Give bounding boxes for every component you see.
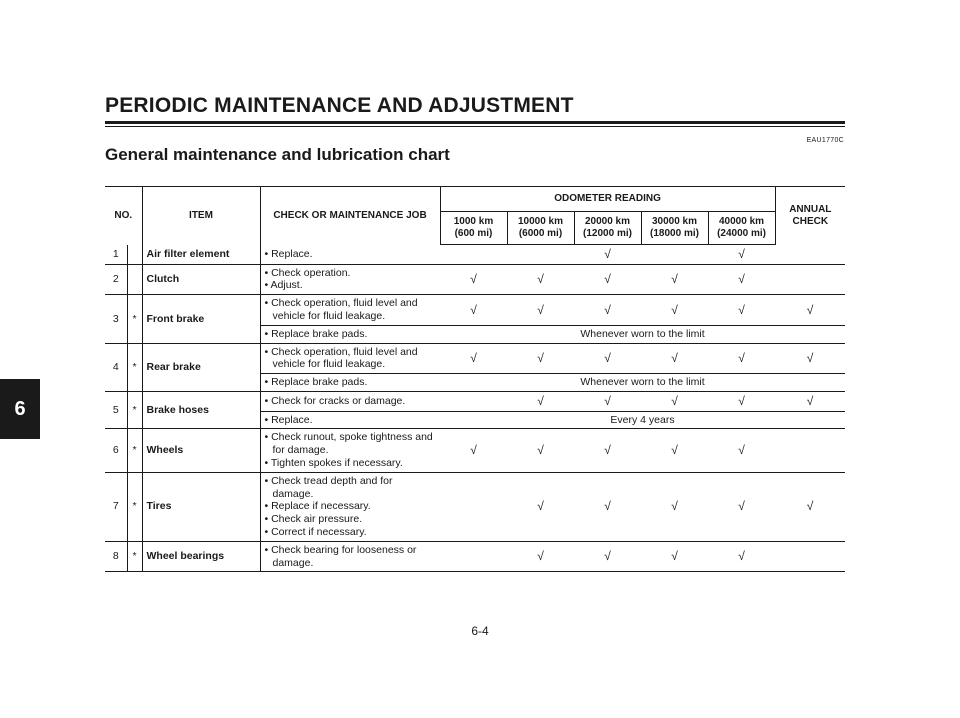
check-mark: √ [641,472,708,541]
check-cell [440,541,507,572]
document-code: EAU1770C [806,137,844,144]
row-number: 2 [105,264,127,295]
row-number: 3 [105,295,127,343]
check-cell [440,472,507,541]
check-mark: √ [507,541,574,572]
row-number: 8 [105,541,127,572]
header-interval [440,212,507,245]
row-job [260,472,440,541]
check-mark: √ [574,429,641,472]
header-item: ITEM [142,187,260,245]
check-mark: √ [574,472,641,541]
check-mark: √ [574,295,641,326]
check-mark: √ [775,392,845,412]
row-job [260,325,440,343]
row-job [260,411,440,429]
check-cell [775,245,845,265]
job-line: • Correct if necessary. [264,526,367,538]
row-item: Clutch [142,264,260,295]
row-item: Air filter element [142,245,260,265]
chapter-tab: 6 [0,379,40,439]
job-line: • Check tread depth and for damage. [264,474,393,500]
table-row [105,295,845,326]
check-mark: √ [440,295,507,326]
check-mark: √ [641,264,708,295]
row-number: 1 [105,245,127,265]
check-mark: √ [641,295,708,326]
page-number: 6-4 [471,624,489,638]
interval-note: Whenever worn to the limit [440,325,845,343]
job-line: • Check bearing for looseness or damage. [264,543,417,569]
check-mark: √ [574,264,641,295]
check-mark: √ [708,392,775,412]
section-title: General maintenance and lubrication chart [105,145,450,164]
table-row [105,264,845,295]
row-job [260,245,440,265]
check-mark: √ [775,343,845,374]
header-interval [507,212,574,245]
check-mark: √ [708,472,775,541]
header-annual-line2: CHECK [792,215,829,227]
row-item: Rear brake [142,343,260,391]
check-cell [775,264,845,295]
row-item: Wheel bearings [142,541,260,572]
check-mark: √ [574,541,641,572]
row-job [260,429,440,472]
check-mark: √ [507,295,574,326]
check-mark: √ [641,392,708,412]
row-star [127,245,142,265]
header-annual-check [775,187,845,245]
row-star: * [127,429,142,472]
table-row [105,392,845,412]
check-mark: √ [574,343,641,374]
check-mark: √ [507,392,574,412]
page-header-title: PERIODIC MAINTENANCE AND ADJUSTMENT [105,94,574,117]
table-row [105,429,845,472]
interval-km: 20000 km [584,216,631,227]
maintenance-chart [105,186,845,572]
interval-note: Every 4 years [440,411,845,429]
header-job: CHECK OR MAINTENANCE JOB [260,187,440,245]
row-job [260,541,440,572]
check-cell [775,541,845,572]
check-mark: √ [507,429,574,472]
interval-km: 10000 km [517,216,564,227]
check-mark: √ [708,429,775,472]
interval-mi: (600 mi) [454,228,493,239]
check-mark: √ [574,245,641,265]
header-rule [105,121,845,124]
job-line: • Check operation, fluid level and vehicle for fluid leakage. [264,345,418,371]
row-star: * [127,295,142,343]
check-mark: √ [641,429,708,472]
job-line: • Check for cracks or damage. [264,394,406,407]
interval-note: Whenever worn to the limit [440,374,845,392]
table-row [105,472,845,541]
row-star: * [127,472,142,541]
check-mark: √ [708,264,775,295]
row-item: Tires [142,472,260,541]
row-number: 4 [105,343,127,391]
job-line: • Replace brake pads. [264,327,368,340]
header-annual-line1: ANNUAL [789,203,832,215]
header-interval [574,212,641,245]
interval-km: 30000 km [651,216,698,227]
row-job [260,374,440,392]
check-cell [440,245,507,265]
header-rule-thin [105,126,845,127]
check-cell [775,429,845,472]
job-line: • Replace if necessary. [264,500,371,513]
check-mark: √ [708,295,775,326]
check-mark: √ [708,541,775,572]
check-cell [641,245,708,265]
job-line: • Check runout, spoke tightness and for damage. [264,431,433,457]
row-job [260,392,440,412]
interval-mi: (6000 mi) [518,228,563,239]
check-mark: √ [708,245,775,265]
interval-mi: (24000 mi) [717,228,766,239]
job-line: • Check air pressure. [264,513,363,526]
row-job [260,343,440,374]
check-mark: √ [775,472,845,541]
row-job [260,295,440,326]
check-cell [440,392,507,412]
header-odometer-reading: ODOMETER READING [440,187,775,212]
check-mark: √ [641,343,708,374]
interval-mi: (12000 mi) [583,228,632,239]
job-line: • Check operation, fluid level and vehicle for fluid leakage. [264,297,418,323]
job-line: • Tighten spokes if necessary. [264,457,403,470]
check-mark: √ [440,343,507,374]
row-item: Front brake [142,295,260,343]
job-line: • Check operation. [264,266,351,279]
check-mark: √ [775,295,845,326]
job-line: • Replace brake pads. [264,376,368,389]
interval-km: 40000 km [719,216,765,227]
check-mark: √ [440,429,507,472]
row-job [260,264,440,295]
header-interval [708,212,775,245]
job-line: • Replace. [264,247,313,260]
table-row [105,541,845,572]
table-row [105,343,845,374]
interval-mi: (18000 mi) [650,228,699,239]
check-mark: √ [507,343,574,374]
check-mark: √ [507,472,574,541]
row-number: 5 [105,392,127,429]
job-line: • Replace. [264,413,313,426]
check-mark: √ [440,264,507,295]
check-cell [507,245,574,265]
job-line: • Adjust. [264,279,303,292]
row-number: 6 [105,429,127,472]
header-no: NO. [105,187,142,245]
check-mark: √ [708,343,775,374]
row-star [127,264,142,295]
table-row [105,245,845,265]
check-mark: √ [641,541,708,572]
check-mark: √ [574,392,641,412]
row-item: Wheels [142,429,260,472]
row-item: Brake hoses [142,392,260,429]
row-number: 7 [105,472,127,541]
row-star: * [127,392,142,429]
check-mark: √ [507,264,574,295]
row-star: * [127,343,142,391]
row-star: * [127,541,142,572]
header-interval [641,212,708,245]
interval-km: 1000 km [453,216,494,227]
